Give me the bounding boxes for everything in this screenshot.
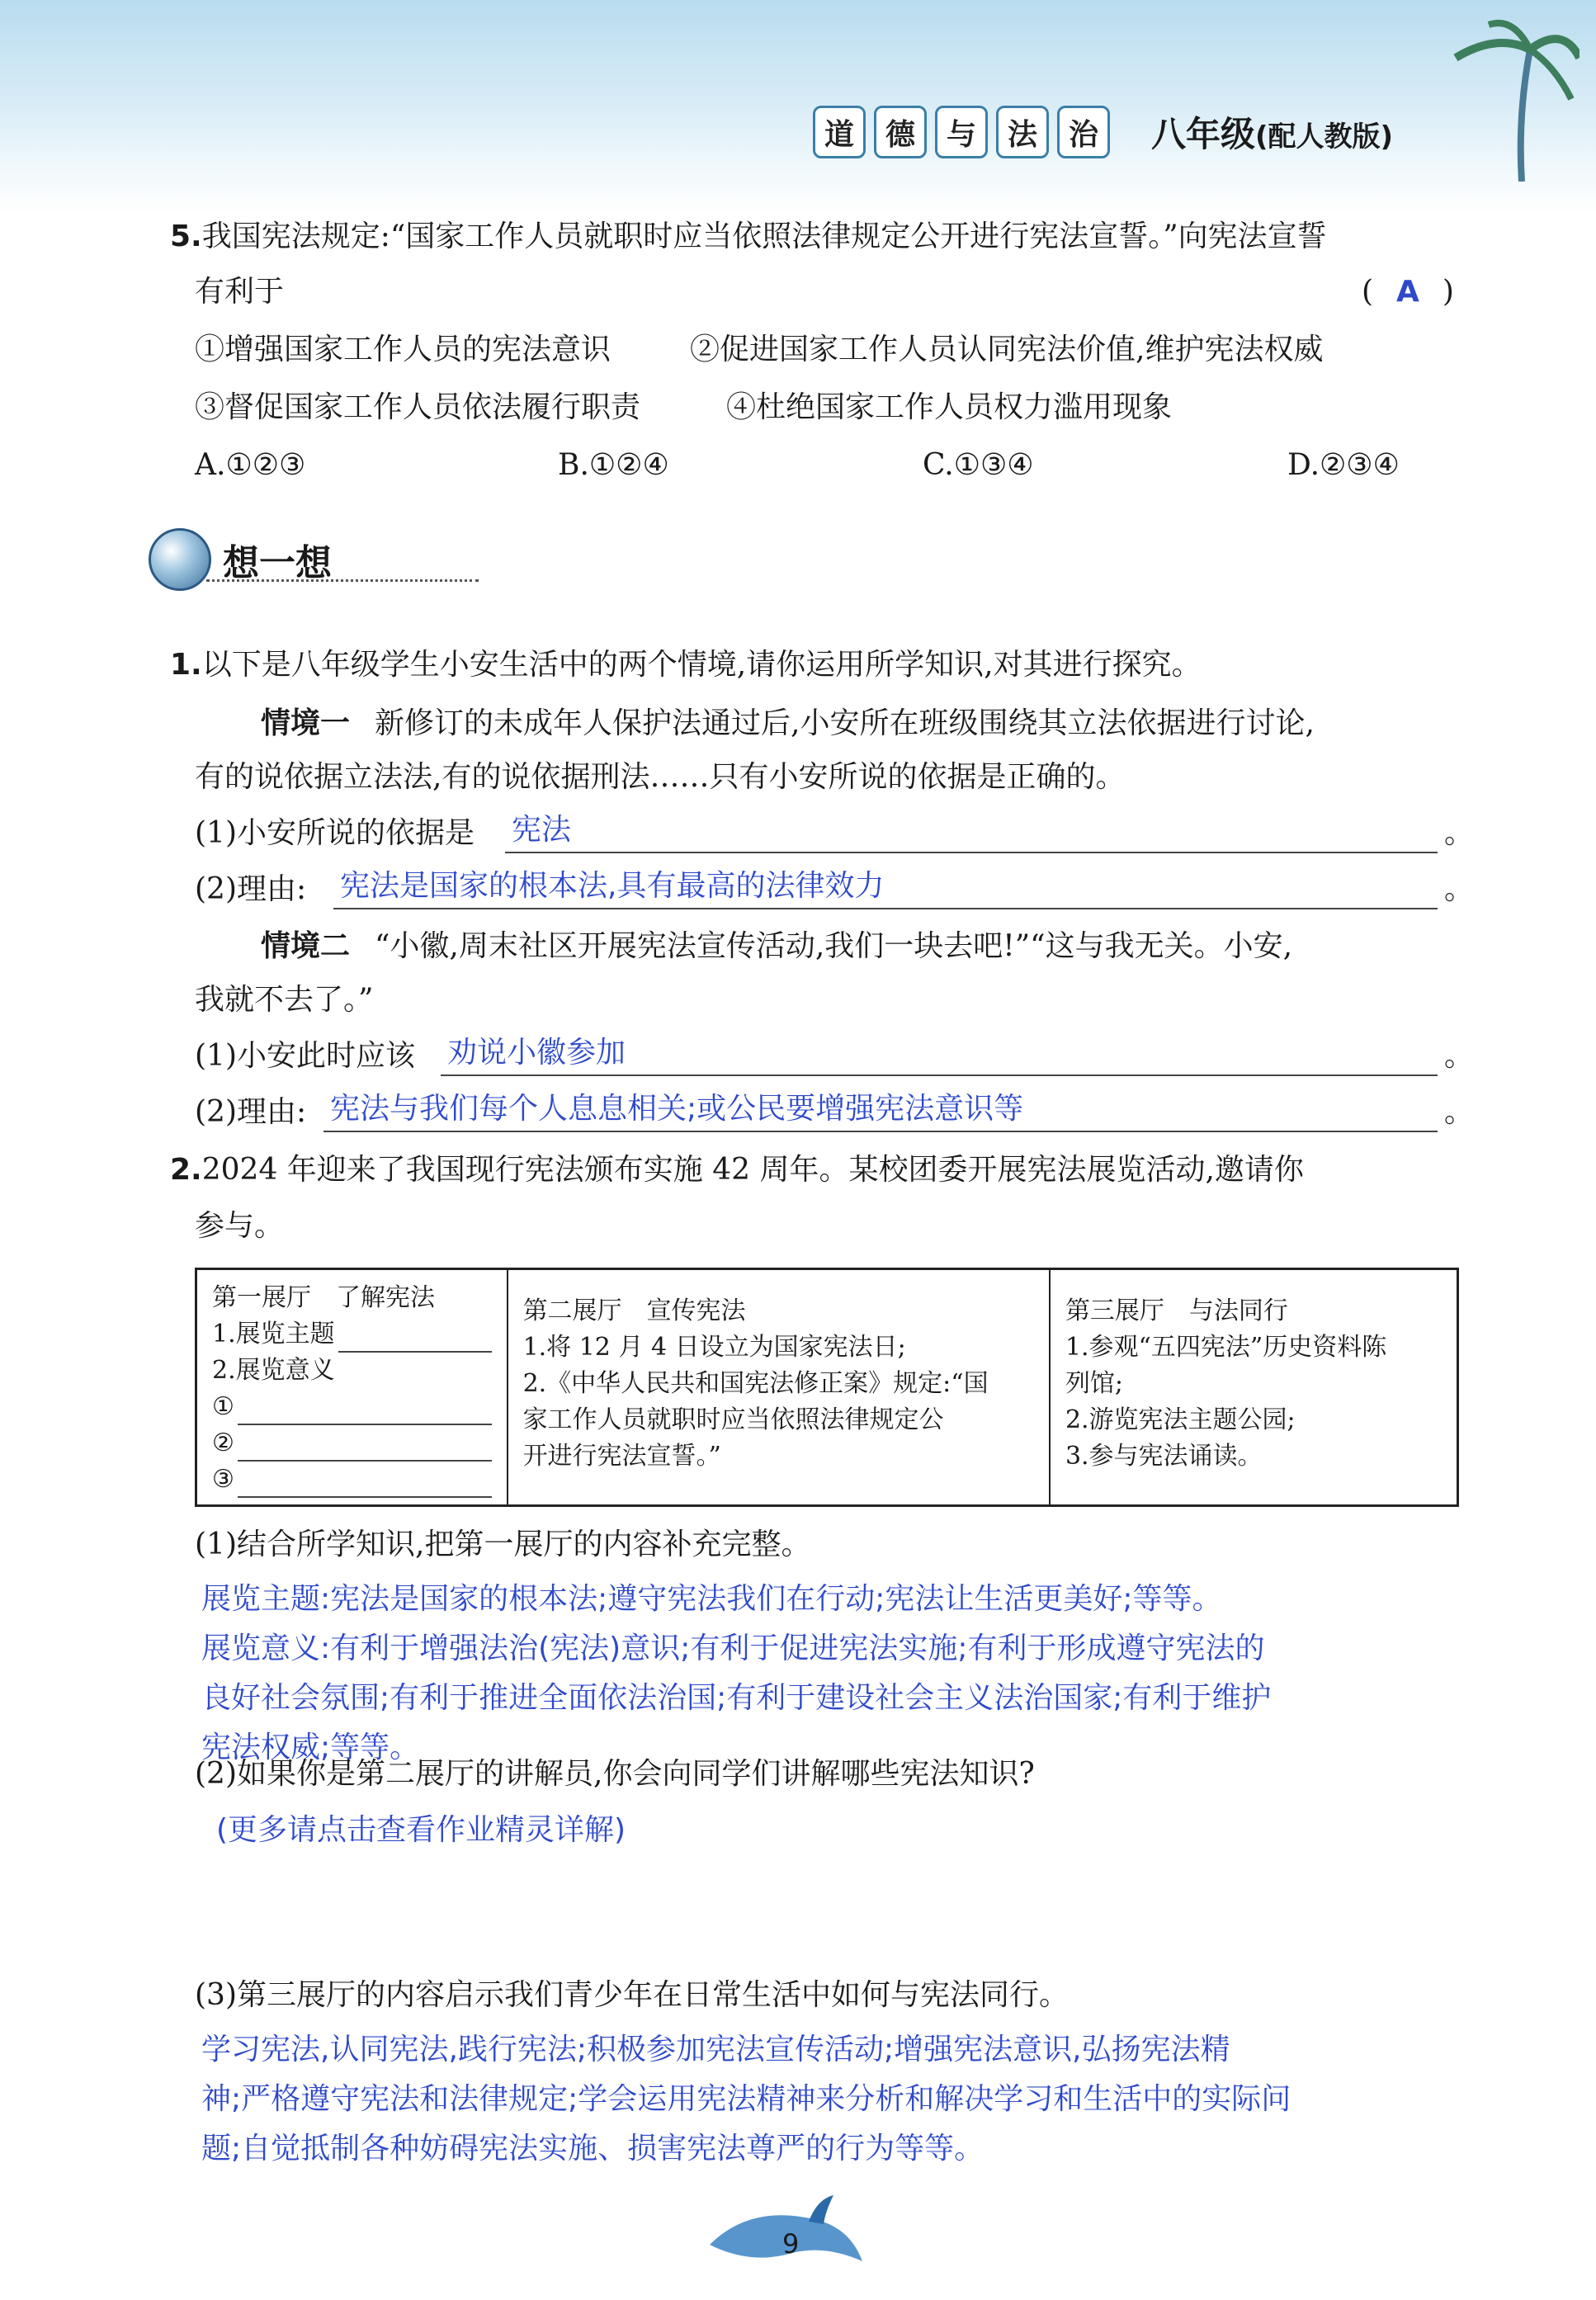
grade-text: 八年级 bbox=[1151, 114, 1256, 154]
hall1-line bbox=[212, 1425, 492, 1462]
q2-part1-answer-line1: 展览主题:宪法是国家的根本法;遵守宪法我们在行动;宪法让生活更美好;等等。 bbox=[201, 1582, 1222, 1616]
q1-scenario2-line1 bbox=[261, 928, 1292, 965]
q1-s1-question2: (2)理由: bbox=[195, 872, 307, 906]
q5-option-c: C.①③④ bbox=[923, 448, 1034, 482]
subject-char: 与 bbox=[935, 106, 988, 158]
hall1-line bbox=[212, 1316, 492, 1353]
hall2-line: 家工作人员就职时应当依照法律规定公 bbox=[522, 1405, 944, 1434]
q1-s1-answer1: 宪法 bbox=[512, 813, 572, 847]
end-mark: 。 bbox=[1444, 872, 1475, 906]
q1-s1-question1: (1)小安所说的依据是 bbox=[195, 816, 475, 850]
hall1-item: ① bbox=[212, 1392, 234, 1421]
hall1-cell bbox=[197, 1270, 508, 1504]
hall2-line: 1.将 12 月 4 日设立为国家宪法日; bbox=[522, 1333, 906, 1362]
palm-tree-icon bbox=[1439, 17, 1579, 182]
section-title: 想一想 bbox=[223, 542, 332, 584]
end-mark: 。 bbox=[1444, 1039, 1475, 1073]
q2-part3-answer-line2: 神;严格遵守宪法和法律规定;学会运用宪法精神来分析和解决学习和生活中的实际问 bbox=[201, 2082, 1291, 2116]
hall3-line: 3.参与宪法诵读。 bbox=[1065, 1442, 1263, 1471]
q5-item2: ②促进国家工作人员认同宪法价值,维护宪法权威 bbox=[690, 333, 1324, 366]
hall3-title: 第三展厅 与法同行 bbox=[1065, 1296, 1288, 1325]
q1-s2-answer2: 宪法与我们每个人息息相关;或公民要增强宪法意识等 bbox=[330, 1092, 1024, 1126]
hall1-line bbox=[212, 1389, 492, 1425]
page-number: 9 bbox=[782, 2228, 800, 2260]
grade-label bbox=[1151, 107, 1393, 157]
q5-option-a: A.①②③ bbox=[195, 448, 306, 482]
globe-icon bbox=[149, 528, 211, 591]
q5-option-d: D.②③④ bbox=[1287, 448, 1400, 482]
hall2-cell bbox=[508, 1270, 1051, 1504]
hall1-line bbox=[212, 1462, 492, 1498]
subject-char: 治 bbox=[1057, 106, 1110, 158]
q1-number: 1. bbox=[170, 648, 202, 682]
hall1-item: ③ bbox=[212, 1465, 234, 1494]
hall1-theme: 1.展览主题 bbox=[212, 1320, 335, 1348]
q2-stem-line2: 参与。 bbox=[195, 1209, 285, 1243]
q2-part1-answer-line2: 展览意义:有利于增强法治(宪法)意识;有利于促进宪法实施;有利于形成遵守宪法的 bbox=[201, 1632, 1265, 1665]
q5-stem-line1 bbox=[170, 219, 1327, 255]
q1-s2-answer1-blank bbox=[441, 1038, 1438, 1076]
q2-stem-text: 2024 年迎来了我国现行宪法颁布实施 42 周年。某校团委开展宪法展览活动,邀请你 bbox=[201, 1153, 1304, 1187]
blank-line bbox=[238, 1394, 492, 1425]
edition-text: (配人教版) bbox=[1255, 120, 1394, 153]
q1-s1-answer2: 宪法是国家的根本法,具有最高的法律效力 bbox=[340, 869, 885, 903]
q2-part1-answer-line4: 宪法权威;等等。 bbox=[201, 1731, 420, 1764]
blank-line bbox=[338, 1321, 492, 1353]
scenario2-text: “小徽,周末社区开展宪法宣传活动,我们一块去吧!”“这与我无关。小安, bbox=[375, 929, 1293, 963]
q2-part3-answer-line1: 学习宪法,认同宪法,践行宪法;积极参加宪法宣传活动;增强宪法意识,弘扬宪法精 bbox=[201, 2033, 1230, 2066]
end-mark: 。 bbox=[1444, 816, 1475, 850]
blank-line bbox=[238, 1466, 492, 1498]
q5-stem-line2: 有利于 bbox=[195, 275, 285, 309]
hall2-title: 第二展厅 宣传宪法 bbox=[522, 1296, 746, 1325]
q2-part2-question: (2)如果你是第二展厅的讲解员,你会向同学们讲解哪些宪法知识? bbox=[195, 1757, 1035, 1791]
q5-number: 5. bbox=[170, 220, 202, 253]
q1-stem bbox=[170, 647, 1202, 683]
subject-char: 法 bbox=[996, 106, 1049, 158]
q5-answer: A bbox=[1396, 275, 1419, 309]
book-header bbox=[813, 106, 1393, 158]
q1-s1-answer2-blank bbox=[333, 871, 1438, 909]
scenario1-label: 情境一 bbox=[261, 706, 351, 740]
q1-s2-answer2-blank bbox=[323, 1094, 1438, 1132]
q1-s2-question2: (2)理由: bbox=[195, 1095, 307, 1129]
q1-stem-text: 以下是八年级学生小安生活中的两个情境,请你运用所学知识,对其进行探究。 bbox=[201, 648, 1202, 682]
blank-line bbox=[238, 1430, 492, 1462]
hall3-cell bbox=[1051, 1270, 1457, 1504]
q1-scenario1-line2: 有的说依据立法法,有的说依据刑法……只有小安所说的依据是正确的。 bbox=[195, 760, 1126, 794]
q2-part3-question: (3)第三展厅的内容启示我们青少年在日常生活中如何与宪法同行。 bbox=[195, 1978, 1069, 2012]
q5-stem-text: 我国宪法规定:“国家工作人员就职时应当依照法律规定公开进行宪法宣誓。”向宪法宣誓 bbox=[201, 220, 1327, 253]
hall1-title: 第一展厅 了解宪法 bbox=[212, 1283, 435, 1312]
hall3-line: 1.参观“五四宪法”历史资料陈 bbox=[1065, 1333, 1387, 1362]
q5-item4: ④杜绝国家工作人员权力滥用现象 bbox=[726, 390, 1173, 424]
q5-item3: ③督促国家工作人员依法履行职责 bbox=[195, 390, 641, 424]
q1-scenario2-line2: 我就不去了。” bbox=[195, 983, 374, 1017]
paren-close: ) bbox=[1442, 275, 1454, 309]
hall3-line: 2.游览宪法主题公园; bbox=[1065, 1405, 1296, 1434]
q2-part1-question: (1)结合所学知识,把第一展厅的内容补充完整。 bbox=[195, 1528, 811, 1561]
scenario2-label: 情境二 bbox=[261, 928, 351, 963]
q1-s2-answer1: 劝说小徽参加 bbox=[447, 1036, 626, 1070]
q1-scenario1-line1 bbox=[261, 705, 1315, 742]
paren-open: ( bbox=[1362, 275, 1374, 309]
end-mark: 。 bbox=[1444, 1095, 1475, 1129]
section-divider bbox=[206, 579, 479, 582]
subject-char: 道 bbox=[813, 106, 866, 158]
hall2-line: 开进行宪法宣誓。” bbox=[522, 1442, 721, 1471]
q5-item1: ①增强国家工作人员的宪法意识 bbox=[195, 333, 611, 366]
q2-stem-line1 bbox=[170, 1152, 1304, 1188]
q2-number: 2. bbox=[170, 1153, 202, 1187]
scenario1-text: 新修订的未成年人保护法通过后,小安所在班级围绕其立法依据进行讨论, bbox=[375, 706, 1315, 740]
q5-option-b: B.①②④ bbox=[558, 448, 669, 482]
hall1-meaning: 2.展览意义 bbox=[212, 1356, 335, 1385]
q1-s2-question1: (1)小安此时应该 bbox=[195, 1039, 415, 1073]
hall1-item: ② bbox=[212, 1429, 234, 1457]
q1-s1-answer1-blank bbox=[505, 815, 1438, 853]
q2-part1-answer-line3: 良好社会氛围;有利于推进全面依法治国;有利于建设社会主义法治国家;有利于维护 bbox=[201, 1681, 1272, 1715]
hall2-line: 2.《中华人民共和国宪法修正案》规定:“国 bbox=[522, 1369, 989, 1398]
exhibition-table bbox=[195, 1268, 1459, 1507]
q2-part2-answer[interactable]: (更多请点击查看作业精灵详解) bbox=[216, 1813, 626, 1847]
q2-part3-answer-line3: 题;自觉抵制各种妨碍宪法实施、损害宪法尊严的行为等等。 bbox=[201, 2132, 985, 2165]
subject-char: 德 bbox=[874, 106, 927, 158]
hall3-line: 列馆; bbox=[1065, 1369, 1124, 1398]
q5-answer-paren bbox=[1362, 274, 1454, 310]
